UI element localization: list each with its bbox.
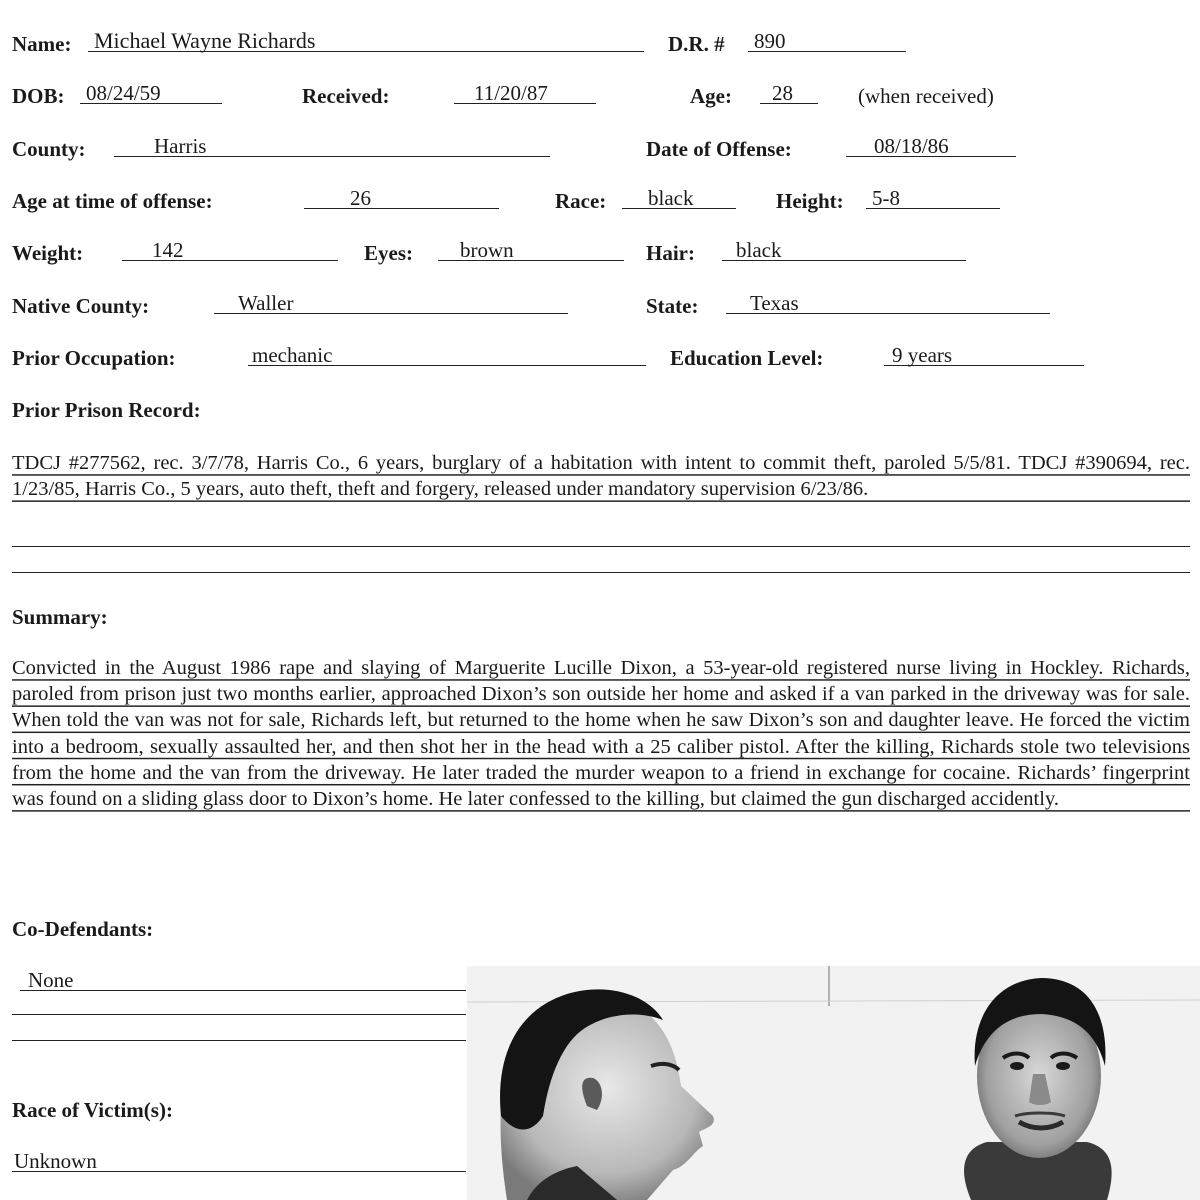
weight-value: 142 [122, 239, 338, 261]
race-value: black [622, 187, 736, 209]
race-label: Race: [555, 189, 607, 213]
dr-label: D.R. # [668, 32, 725, 56]
received-value: 11/20/87 [454, 82, 596, 104]
occupation-value: mechanic [248, 344, 646, 366]
name-value: Michael Wayne Richards [88, 30, 644, 52]
county-label: County: [12, 137, 86, 161]
victim-race-heading: Race of Victim(s): [12, 1098, 173, 1122]
summary-heading: Summary: [12, 605, 108, 629]
age-label: Age: [690, 84, 732, 108]
age-note: (when received) [858, 84, 994, 108]
native-county-value: Waller [214, 292, 568, 314]
prior-record-text: TDCJ #277562, rec. 3/7/78, Harris Co., 6 years, burglary of a habitation with intent to commit theft, paroled 5/5/81. TDCJ #390694, rec. 1/23/85, Harris Co., 5 years, auto theft, theft and forgery, released under mandatory supervision 6/23/86. [12, 450, 1190, 502]
dob-value: 08/24/59 [80, 82, 222, 104]
offense-age-label: Age at time of offense: [12, 189, 213, 213]
prior-record-heading: Prior Prison Record: [12, 398, 201, 422]
front-portrait [964, 978, 1112, 1200]
offense-age-value: 26 [304, 187, 499, 209]
weight-label: Weight: [12, 241, 84, 265]
education-value: 9 years [884, 344, 1084, 366]
age-value: 28 [760, 82, 818, 104]
codefendants-heading: Co-Defendants: [12, 917, 154, 941]
name-label: Name: [12, 32, 72, 56]
summary-text: Convicted in the August 1986 rape and slaying of Marguerite Lucille Dixon, a 53-year-old registered nurse living in Hockley. Richards, paroled from prison just two months earlier, approached Dixon’s son outside her home and asked if a van parked in the driveway was for sale. When told the van was not for sale, Richards left, but returned to the home when he saw Dixon’s son and daughter leave. He forced the victim into a bedroom, sexually assaulted her, and then shot her in the head with a 25 caliber pistol. After the killing, Richards stole two televisions from the home and the van from the driveway. He later traded the murder weapon to a friend in exchange for cocaine. Richards’ fingerprint was found on a sliding glass door to Dixon’s home. He later confessed to the killing, but claimed the gun discharged accidently. [12, 655, 1190, 812]
county-value: Harris [114, 135, 550, 157]
occupation-label: Prior Occupation: [12, 346, 176, 370]
victim-race-value: Unknown [12, 1150, 466, 1172]
received-label: Received: [302, 84, 390, 108]
height-value: 5-8 [866, 187, 1000, 209]
eyes-label: Eyes: [364, 241, 413, 265]
native-county-label: Native County: [12, 294, 150, 318]
hair-value: black [722, 239, 966, 261]
blank-line [12, 546, 1190, 547]
height-label: Height: [776, 189, 844, 213]
dob-label: DOB: [12, 84, 65, 108]
dr-value: 890 [748, 30, 906, 52]
offense-date-value: 08/18/86 [846, 135, 1016, 157]
codefendants-value: None [20, 969, 466, 991]
state-label: State: [646, 294, 699, 318]
blank-line [12, 1014, 466, 1015]
education-label: Education Level: [670, 346, 824, 370]
blank-line [12, 1040, 466, 1041]
eyes-value: brown [438, 239, 624, 261]
state-value: Texas [726, 292, 1050, 314]
hair-label: Hair: [646, 241, 695, 265]
blank-line [12, 572, 1190, 573]
mugshot-photo [467, 966, 1200, 1200]
mugshot-image [467, 966, 1200, 1200]
offense-date-label: Date of Offense: [646, 137, 792, 161]
